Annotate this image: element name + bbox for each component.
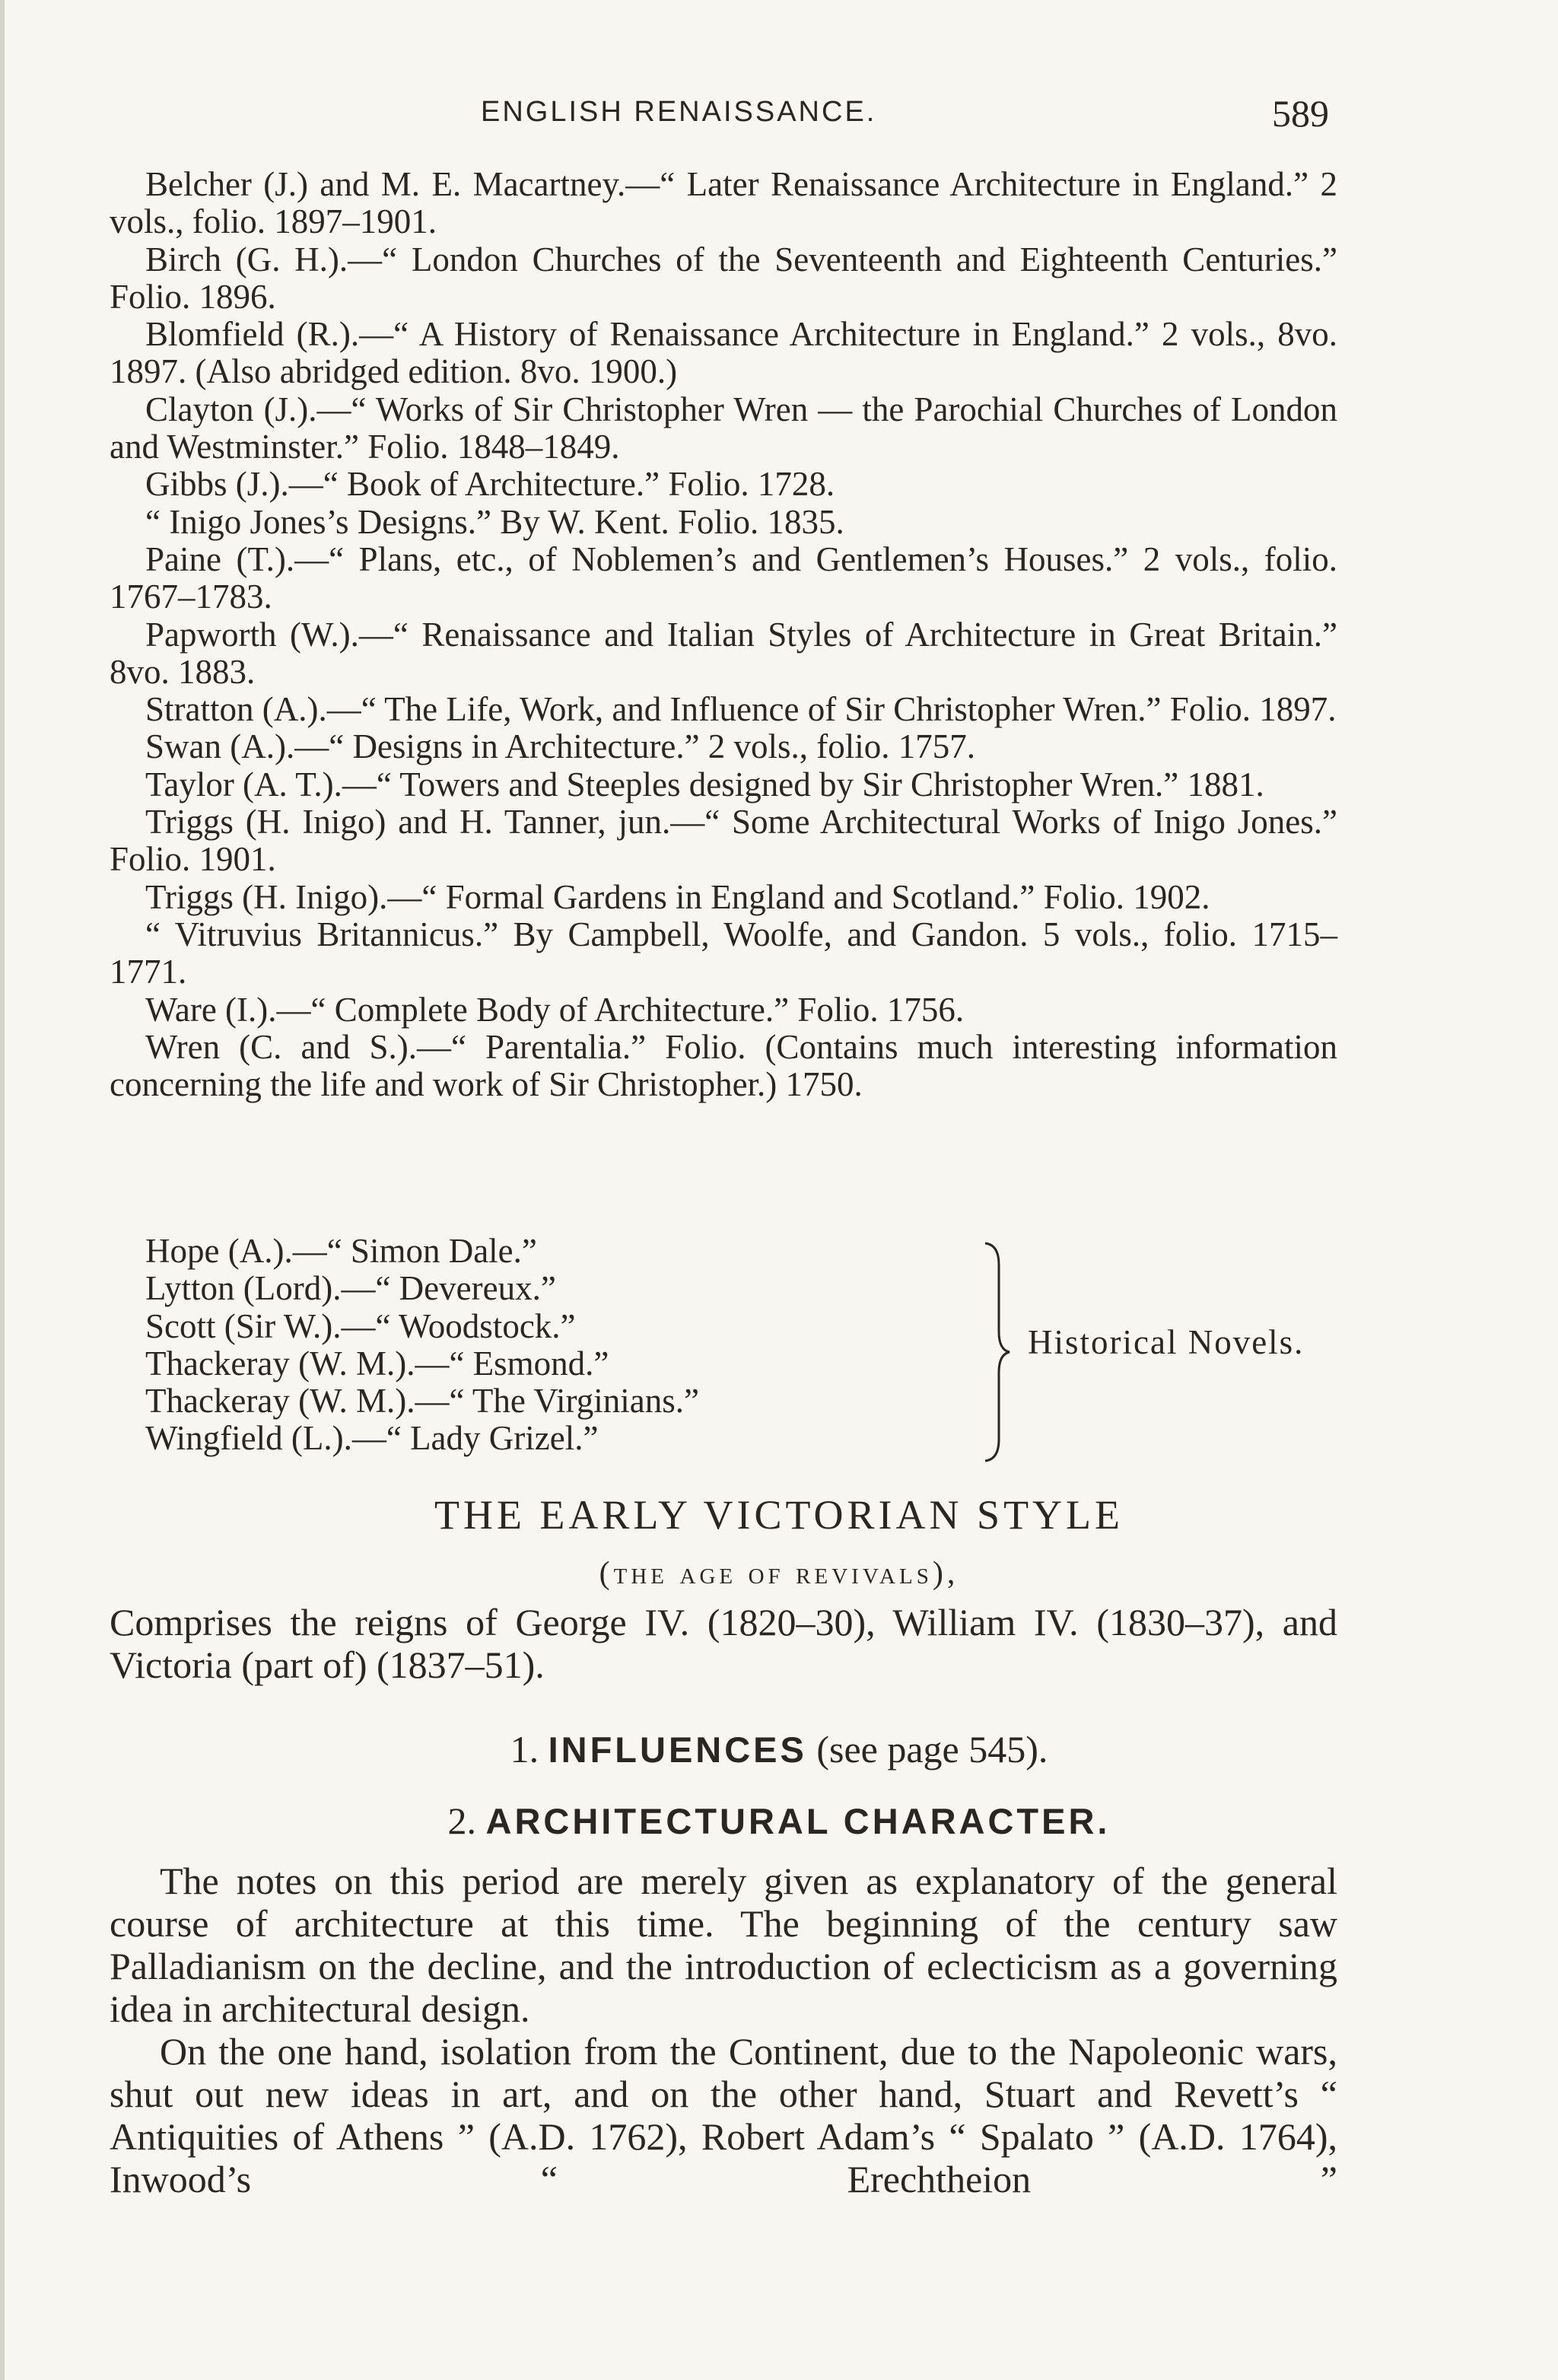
page-edge [0,0,5,2380]
novel-entry: Thackeray (W. M.).—“ The Virginians.” [145,1382,699,1421]
novel-entry: Thackeray (W. M.).—“ Esmond.” [145,1344,609,1382]
bibliography-entry: Triggs (H. Inigo).—“ Formal Gardens in England and Scotland.” Folio. 1902. [145,877,1210,916]
bibliography-entry: “ Vitruvius Britannicus.” By Campbell, Woolfe, and Gandon. 5 vols., folio. 1715–1771. [110,915,1337,991]
novel-entry: Wingfield (L.).—“ Lady Grizel.” [145,1419,599,1458]
bibliography-entry: Stratton (A.).—“ The Life, Work, and Influence of Sir Christopher Wren.” Folio. 1897. [145,690,1337,729]
heading-reference: (see page 545). [816,1728,1048,1771]
heading-influences [0,1727,1558,1771]
heading-title: ARCHITECTURAL CHARACTER. [485,1801,1111,1841]
body-paragraph: On the one hand, isolation from the Continent, due to the Napoleonic wars, shut out new ideas in art, and on the other hand, Stuart and Revett’s “ Antiquities of Athens ” (A.D. 1762), Robert Adam’s “ Spalato ” (A.D. 1764), Inwood’s “ Erechtheion ” [110,2030,1337,2200]
heading-number: 1. [510,1728,539,1771]
novel-entry: Lytton (Lord).—“ Devereux.” [145,1269,556,1308]
novel-entry: Scott (Sir W.).—“ Woodstock.” [145,1306,576,1345]
novel-list [145,1233,699,1458]
section-subtitle: (the age of revivals), [599,1556,959,1591]
bibliography-entry: “ Inigo Jones’s Designs.” By W. Kent. Folio. 1835. [145,502,844,541]
bibliography-entry: Paine (T.).—“ Plans, etc., of Noblemen’s and Gentlemen’s Houses.” 2 vols., folio. 1767–1783. [110,539,1337,616]
bibliography-entry: Papworth (W.).—“ Renaissance and Italian Styles of Architecture in Great Britain.” 8vo. 1883. [110,615,1337,691]
historical-novels-group [145,1233,1362,1461]
bibliography-entry: Birch (G. H.).—“ London Churches of the Seventeenth and Eighteenth Centuries.” Folio. 1896. [110,240,1337,316]
bibliography-entry: Blomfield (R.).—“ A History of Renaissance Architecture in England.” 2 vols., 8vo. 1897. (Also abridged edition. 8vo. 1900.) [110,315,1337,391]
bibliography-entry: Wren (C. and S.).—“ Parentalia.” Folio. (Contains much interesting information concerning the life and work of Sir Christopher.) 1750. [110,1027,1337,1104]
heading-title: INFLUENCES [548,1729,807,1770]
bibliography-entry: Triggs (H. Inigo) and H. Tanner, jun.—“ Some Architectural Works of Inigo Jones.” Folio. 1901. [110,803,1337,879]
bibliography-entry: Gibbs (J.).—“ Book of Architecture.” Folio. 1728. [145,465,835,504]
novels-label: Historical Novels. [1028,1323,1305,1361]
bibliography-entry: Swan (A.).—“ Designs in Architecture.” 2 vols., folio. 1757. [145,727,976,766]
body-paragraph: The notes on this period are merely given as explanatory of the general course of architecture at this time. The beginning of the century saw Palladianism on the decline, and the introduction of eclecticism as a governing idea in architectural design. [110,1860,1337,2030]
bibliography-entry: Belcher (J.) and M. E. Macartney.—“ Later Renaissance Architecture in England.” 2 vols., folio. 1897–1901. [110,165,1337,241]
heading-architectural-character [0,1799,1558,1843]
heading-number: 2. [447,1799,476,1842]
novel-entry: Hope (A.).—“ Simon Dale.” [145,1232,537,1270]
section-title: THE EARLY VICTORIAN STYLE [434,1492,1124,1538]
curly-brace [982,1242,1013,1462]
bibliography-list [110,166,1337,1103]
page-header [0,90,1558,135]
running-head: ENGLISH RENAISSANCE. [481,96,877,128]
bibliography-entry: Clayton (J.).—“ Works of Sir Christopher Wren — the Parochial Churches of London and Westminster.” Folio. 1848–1849. [110,390,1337,466]
section-intro: Comprises the reigns of George IV. (1820–30), William IV. (1830–37), and Victoria (part of) (1837–51). [110,1601,1337,1686]
bibliography-entry: Ware (I.).—“ Complete Body of Architecture.” Folio. 1756. [145,990,965,1029]
page-number: 589 [1272,92,1329,135]
bibliography-entry: Taylor (A. T.).—“ Towers and Steeples designed by Sir Christopher Wren.” 1881. [145,765,1264,803]
